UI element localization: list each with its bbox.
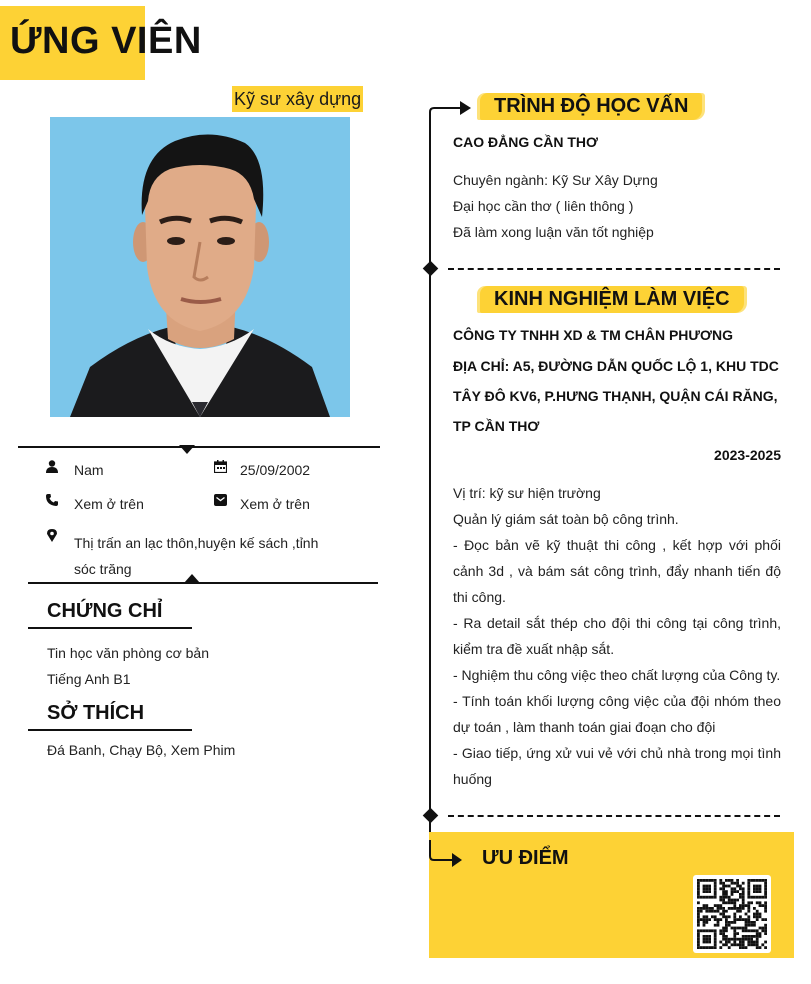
- page-title: ỨNG VIÊN: [10, 20, 202, 62]
- arrow-right-icon: [428, 98, 473, 124]
- birthdate-value: 25/09/2002: [240, 462, 311, 478]
- address-line: TÂY ĐÔ KV6, P.HƯNG THẠNH, QUẬN CÁI RĂNG,: [453, 388, 778, 404]
- hobbies-text: Đá Banh, Chạy Bộ, Xem Phim: [47, 742, 236, 758]
- duty-item: - Ra detail sắt thép cho đội thi công tại công trình, kiểm tra đề xuất nhập sắt.: [453, 615, 781, 657]
- list-item: Tin học văn phòng cơ bản: [47, 645, 209, 661]
- duty-item: - Nghiệm thu công việc theo chất lượng của Công ty.: [453, 667, 781, 683]
- portrait-illustration: [50, 117, 350, 417]
- pointer-down-icon: [179, 445, 195, 454]
- map-pin-icon: [44, 529, 60, 545]
- section-divider: [448, 268, 780, 270]
- duty-item: - Giao tiếp, ứng xử vui vẻ với chủ nhà trong mọi tình huống: [453, 745, 781, 787]
- info-top-divider: [18, 446, 380, 448]
- info-bottom-divider: [28, 582, 378, 584]
- qr-code[interactable]: [693, 875, 771, 953]
- experience-title: KINH NGHIỆM LÀM VIỆC: [480, 286, 744, 313]
- phone-value: Xem ở trên: [74, 496, 144, 512]
- position-text: Vị trí: kỹ sư hiện trường: [453, 485, 601, 501]
- school-name: CAO ĐẲNG CẦN THƠ: [453, 134, 598, 150]
- strengths-title: ƯU ĐIỂM: [482, 847, 569, 869]
- education-title: TRÌNH ĐỘ HỌC VẤN: [480, 93, 702, 120]
- timeline-line: [429, 120, 431, 860]
- list-item: Đã làm xong luận văn tốt nghiệp: [453, 224, 654, 240]
- address-line-2: sóc trăng: [74, 561, 132, 577]
- envelope-icon: [212, 494, 228, 509]
- company-name: CÔNG TY TNHH XD & TM CHÂN PHƯƠNG: [453, 327, 733, 343]
- employment-period: 2023-2025: [714, 447, 781, 463]
- list-item: Chuyên ngành: Kỹ Sư Xây Dựng: [453, 172, 658, 188]
- timeline-diamond: [423, 261, 439, 277]
- certificates-title: CHỨNG CHỈ: [47, 600, 163, 622]
- arrow-right-icon: [428, 840, 464, 874]
- job-title: Kỹ sư xây dựng: [232, 86, 363, 112]
- experience-details: [453, 480, 781, 792]
- qr-code-icon: [693, 875, 771, 953]
- list-item: Tiếng Anh B1: [47, 671, 131, 687]
- education-details: [453, 167, 781, 245]
- user-icon: [44, 460, 60, 476]
- address-line: ĐỊA CHỈ: A5, ĐƯỜNG DẪN QUỐC LỘ 1, KHU TDC: [453, 358, 779, 374]
- certificates-list: [47, 640, 209, 692]
- profile-photo: [50, 117, 350, 417]
- calendar-icon: [212, 460, 228, 476]
- duty-item: - Tính toán khối lượng công việc của đội nhóm theo dự toán , làm thanh toán giai đoạn cho đội: [453, 693, 781, 735]
- hobbies-title: SỞ THÍCH: [47, 702, 145, 724]
- address-line-1: Thị trấn an lạc thôn,huyện kế sách ,tỉnh: [74, 535, 319, 551]
- section-divider: [448, 815, 780, 817]
- company-address: [453, 351, 781, 441]
- summary-text: Quản lý giám sát toàn bộ công trình.: [453, 511, 679, 527]
- certificates-underline: [28, 627, 192, 629]
- gender-value: Nam: [74, 462, 104, 478]
- list-item: Đại học cần thơ ( liên thông ): [453, 198, 634, 214]
- hobbies-underline: [28, 729, 192, 731]
- address-value: [74, 530, 334, 582]
- email-value: Xem ở trên: [240, 496, 310, 512]
- duty-item: - Đọc bản vẽ kỹ thuật thi công , kết hợp với phối cảnh 3d , và bám sát công trình, đẩy nhanh tiến độ thi công.: [453, 537, 781, 605]
- address-line: TP CẦN THƠ: [453, 418, 540, 434]
- timeline-diamond: [423, 808, 439, 824]
- phone-icon: [44, 494, 60, 509]
